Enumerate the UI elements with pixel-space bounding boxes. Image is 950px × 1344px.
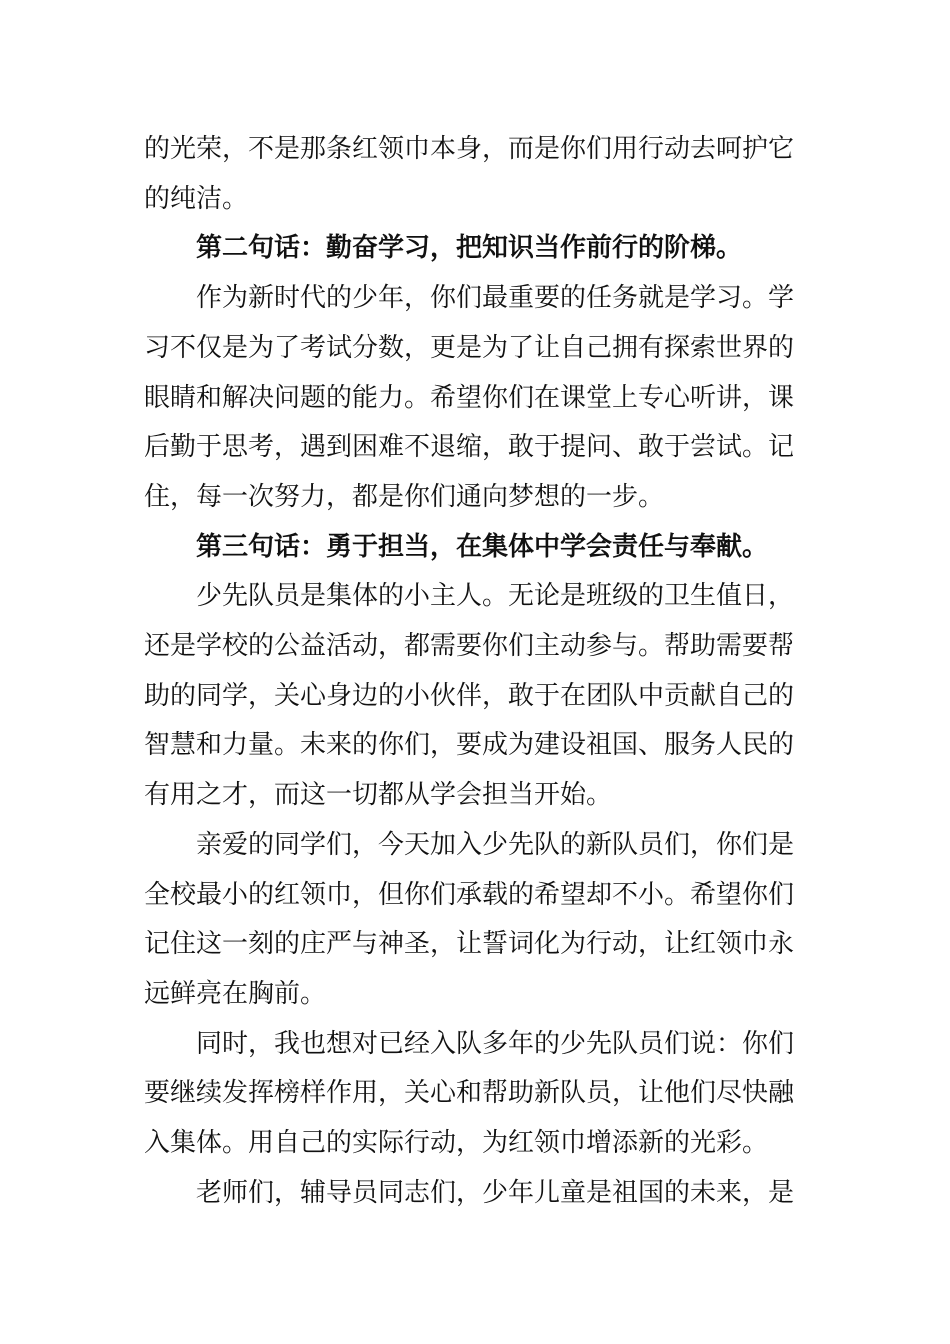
- text-line: 的纯洁。: [144, 183, 249, 214]
- text-line: 老师们，辅导员同志们，少年儿童是祖国的未来，是: [196, 1177, 795, 1208]
- text-line: 眼睛和解决问题的能力。希望你们在课堂上专心听讲，课: [144, 382, 795, 413]
- text-line: 入集体。用自己的实际行动，为红领巾增添新的光彩。: [144, 1128, 769, 1159]
- text-line: 后勤于思考，遇到困难不退缩，敢于提问、敢于尝试。记: [144, 432, 795, 463]
- text-line: 远鲜亮在胸前。: [144, 978, 327, 1009]
- text-line: 习不仅是为了考试分数，更是为了让自己拥有探索世界的: [144, 332, 795, 363]
- document-body: [144, 125, 808, 1218]
- paragraph-senior-members: [144, 1020, 808, 1169]
- text-line: 智慧和力量。未来的你们，要成为建设祖国、服务人民的: [144, 730, 795, 761]
- text-line: 少先队员是集体的小主人。无论是班级的卫生值日，: [196, 581, 795, 612]
- heading-text: 第二句话：勤奋学习，把知识当作前行的阶梯。: [196, 233, 743, 264]
- text-line: 的光荣，不是那条红领巾本身，而是你们用行动去呵护它: [144, 134, 795, 164]
- paragraph-continuation: [144, 125, 808, 224]
- text-line: 还是学校的公益活动，都需要你们主动参与。帮助需要帮: [144, 631, 795, 662]
- text-line: 全校最小的红领巾，但你们承载的希望却不小。希望你们: [144, 879, 795, 910]
- paragraph-teachers: [144, 1169, 808, 1219]
- text-line: 记住这一刻的庄严与神圣，让誓词化为行动，让红领巾永: [144, 929, 795, 960]
- text-line: 助的同学，关心身边的小伙伴，敢于在团队中贡献自己的: [144, 680, 795, 711]
- paragraph-study: [144, 274, 808, 523]
- paragraph-new-members: [144, 821, 808, 1020]
- text-line: 亲爱的同学们，今天加入少先队的新队员们，你们是: [196, 829, 795, 860]
- text-line: 同时，我也想对已经入队多年的少先队员们说：你们: [196, 1028, 795, 1059]
- text-line: 要继续发挥榜样作用，关心和帮助新队员，让他们尽快融: [144, 1078, 795, 1109]
- paragraph-responsibility: [144, 572, 808, 821]
- text-line: 作为新时代的少年，你们最重要的任务就是学习。学: [196, 283, 795, 314]
- text-line: 住，每一次努力，都是你们通向梦想的一步。: [144, 481, 665, 512]
- heading-text: 第三句话：勇于担当，在集体中学会责任与奉献。: [196, 531, 769, 562]
- section-heading-2: [144, 224, 808, 274]
- section-heading-3: [144, 523, 808, 573]
- text-line: 有用之才，而这一切都从学会担当开始。: [144, 780, 613, 811]
